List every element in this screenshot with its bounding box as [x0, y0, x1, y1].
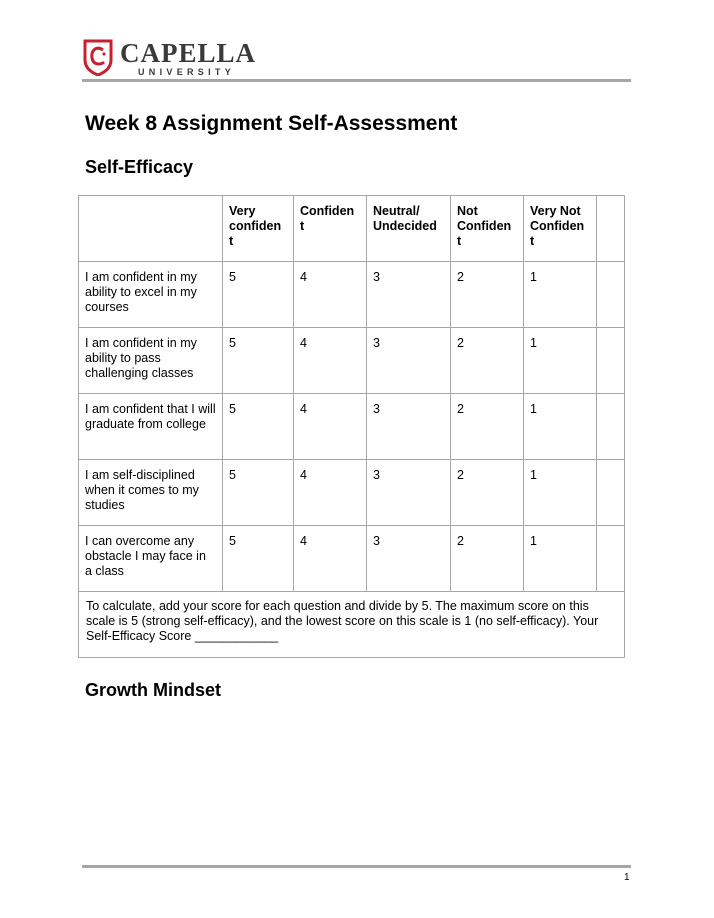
table-row [79, 262, 625, 328]
score-cell: 1 [524, 526, 597, 592]
score-cell: 5 [223, 394, 294, 460]
self-efficacy-table [78, 195, 625, 658]
page-title: Week 8 Assignment Self-Assessment [85, 112, 458, 135]
table-note-row [79, 592, 625, 658]
capella-shield-icon [82, 38, 114, 76]
page-number: 1 [624, 872, 630, 883]
header-cell: Very Not Confiden t [524, 196, 597, 262]
header-cell: Very confiden t [223, 196, 294, 262]
statement-cell: I am confident that I will graduate from college [79, 394, 223, 460]
score-cell [597, 526, 625, 592]
score-cell: 4 [294, 526, 367, 592]
table-row [79, 526, 625, 592]
score-cell: 1 [524, 328, 597, 394]
logo-subtitle: UNIVERSITY [138, 67, 236, 77]
scoring-instructions: To calculate, add your score for each question and divide by 5. The maximum score on this scale is 5 (strong self-efficacy), and the lowest score on this scale is 1 (no self-efficacy). Your Self-Efficacy Score ____________ [79, 592, 625, 658]
score-cell: 2 [451, 526, 524, 592]
table-header-row [79, 196, 625, 262]
table-row [79, 394, 625, 460]
logo-wordmark: CAPELLA [120, 38, 257, 68]
score-cell: 5 [223, 460, 294, 526]
score-cell: 4 [294, 328, 367, 394]
score-cell: 1 [524, 262, 597, 328]
header-rule [82, 79, 631, 82]
statement-cell: I am confident in my ability to excel in my courses [79, 262, 223, 328]
score-cell: 3 [367, 394, 451, 460]
score-cell: 3 [367, 526, 451, 592]
statement-cell: I am confident in my ability to pass challenging classes [79, 328, 223, 394]
score-cell [597, 328, 625, 394]
statement-cell: I can overcome any obstacle I may face in a class [79, 526, 223, 592]
score-cell: 2 [451, 262, 524, 328]
header-cell [79, 196, 223, 262]
score-cell: 1 [524, 394, 597, 460]
score-cell: 2 [451, 328, 524, 394]
header-cell: Confiden t [294, 196, 367, 262]
score-cell: 5 [223, 526, 294, 592]
footer-rule [82, 865, 631, 868]
score-cell: 5 [223, 262, 294, 328]
header-cell: Not Confiden t [451, 196, 524, 262]
statement-cell: I am self-disciplined when it comes to my studies [79, 460, 223, 526]
header-cell [597, 196, 625, 262]
table-row [79, 328, 625, 394]
score-cell: 3 [367, 460, 451, 526]
score-cell: 2 [451, 460, 524, 526]
score-cell [597, 460, 625, 526]
score-cell [597, 394, 625, 460]
score-cell: 5 [223, 328, 294, 394]
score-cell: 4 [294, 262, 367, 328]
score-cell: 4 [294, 460, 367, 526]
score-cell: 2 [451, 394, 524, 460]
table-row [79, 460, 625, 526]
header-cell: Neutral/ Undecided [367, 196, 451, 262]
score-cell: 1 [524, 460, 597, 526]
score-cell: 4 [294, 394, 367, 460]
score-cell [597, 262, 625, 328]
score-cell: 3 [367, 328, 451, 394]
section-heading-growth-mindset: Growth Mindset [85, 680, 221, 700]
section-heading-self-efficacy: Self-Efficacy [85, 157, 194, 177]
score-cell: 3 [367, 262, 451, 328]
